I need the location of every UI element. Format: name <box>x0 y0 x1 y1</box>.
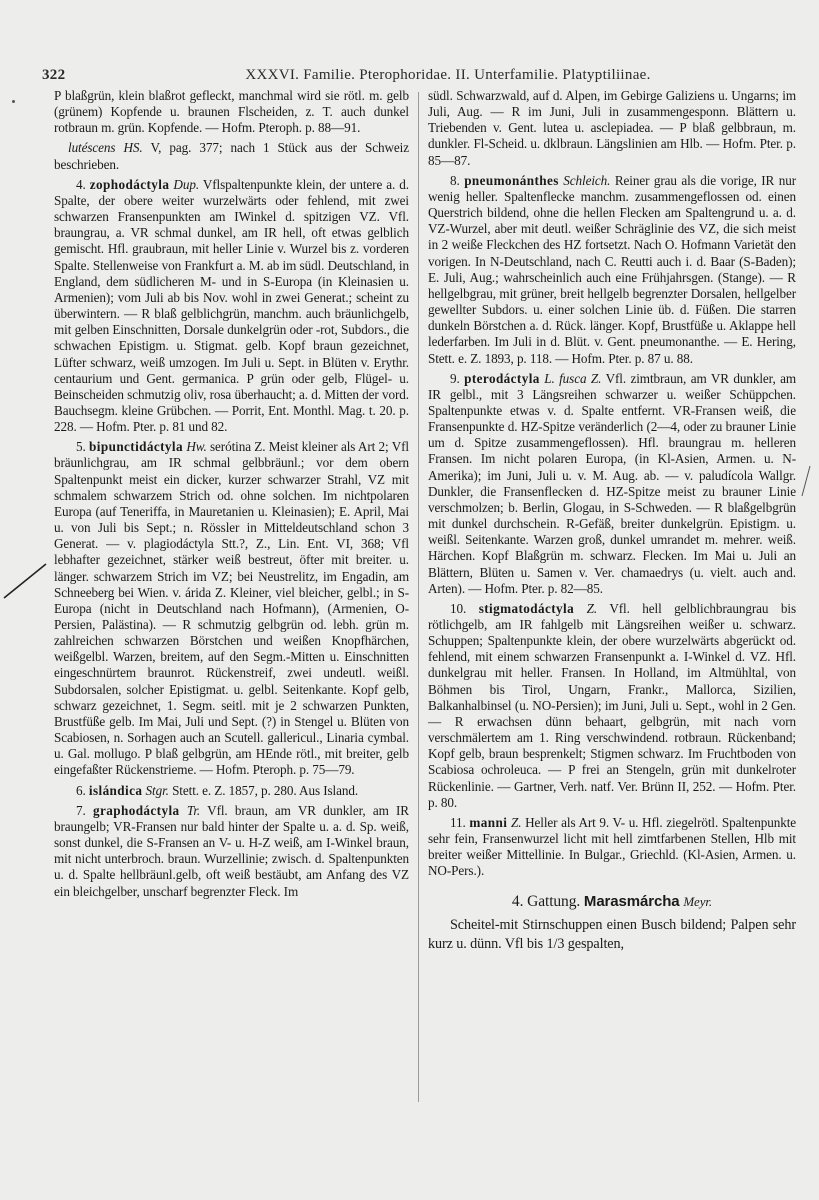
genus-name: Marasmárcha <box>583 892 680 910</box>
left-column <box>54 88 409 904</box>
species-entry: 8. pneumonánthes Schleich. Reiner grau als die vorige, IR nur wenig heller. Spaltenflecke manchm. zusammengeflossen od. einen Querstrich bildend, ohne die hellen Flecken am Spaltengrund u. a. d. VZ-Wurzel, aber mit deutl. weißer Schräglinie des VZ, die sich meist in 2 weiße Fleckchen des HZ fortsetzt. Nach O. Hofmann Varietät den vorigen. In N-Deutschland, nach C. Reutti auch i. d. Baar (S-Baden); E. Juli, Aug.; wahrscheinlich auch eine Frühjahrsgen. (Stange). — R hellgelbgrau, mit grüner, breit hellgelb begrenzter Dorsalen, hellgelber gewellter Subdors. u. einer solchen Linie üb. d. Füßen. Die starren dunkeln Börstchen a. d. Rück. länger. Kopf, Brustfüße u. Aklappe hell lederfarben. Im Juli in d. Blüt. v. Gent. pneumonanthe. — E. Hering, Stett. e. Z. 1893, p. 118. — Hofm. Pter. p. 87 u. 88. <box>428 172 796 366</box>
genus-heading: 4. Gattung. Marasmárcha Meyr. <box>511 892 713 910</box>
pencil-tick <box>800 460 819 500</box>
species-entry: 7. graphodáctyla Tr. Vfl. braun, am VR dunkler, am IR braungelb; VR-Fransen nur bald hinter der Spalte u. a. d. Sp. weiß, sonst dunkel, die S-Fransen an V- u. H-Z weiß, am I-Winkel braun, mit nicht unterbroch. braun. Wurzellinie; zwisch. d. Spaltenpunkten u. d. Spalte hellbräunl.gelb, oft weiß bestäubt, am Anfang des VZ ein bleichgelber, unscharf begrenzter Fleck. Im <box>54 802 409 899</box>
paragraph: südl. Schwarzwald, auf d. Alpen, im Gebirge Galiziens u. Ungarns; im Juli, Aug. — R im Juni, Juli in zusammengesponn. Blättern u. Triebenden v. Gent. lutea u. asclepiadea. — P blaß gelbbraun, m. dunkler. Fl-Scheid. u. dklbraun. Längslinien am Hlb. — Hofm. Pter. p. 85—87. <box>428 88 796 168</box>
pencil-mark <box>0 560 60 600</box>
column-rule <box>418 92 419 1102</box>
right-column <box>428 88 796 958</box>
species-entry: 9. pterodáctyla L. fusca Z. Vfl. zimtbraun, am VR dunkler, am IR gelbl., mit 3 Längsreihen schwarzer u. weißer Schüppchen. Spaltenpunkte etwas v. d. Spalte entfernt. VR-Fransen weiß, die Fransenpunkte d. HZ-Spitze veränderlich (2—4, oder zu brauner Linie um d. Spitze zusammengeflossen). Hfl. braungrau m. helleren Fransen. Im nicht polaren Europa, (in Kl-Asien, Armen. u. N-Amerika); im Juni, Juli u. v. M. Aug. ab. — v. paludícola Wallgr. Dunkler, die Fransenflecken d. HZ-Spitze meist zu brauner Linie verschmolzen; b. Berlin, Glogau, in S-Schweden. — R blaßgelbgrün mit dunkel durchschein. R-Gefäß, breiter dunkelgrün. Epistigm. u. weißl. Seitenkante. Warzen groß, dunkel umrandet m. mehrer. weiß. Härchen. Kopf Blaßgrün m. schwarz. Flecken. Im Mai u. Juli an Blättern, Blüten u. Samen v. Ver. chamaedrys (u. vielt. auch and. Arten). — Hofm. Pter. p. 82—85. <box>428 370 796 596</box>
genus-author: Meyr. <box>683 893 713 909</box>
genus-description <box>428 916 796 954</box>
running-head: XXXVI. Familie. Pterophoridae. II. Unterfamilie. Platyptiliinae. <box>245 67 651 83</box>
paragraph: Scheitel-mit Stirnschuppen einen Busch bildend; Palpen sehr kurz u. dünn. Vfl bis 1/3 gespalten, <box>428 916 796 952</box>
paragraph: P blaßgrün, klein blaßrot gefleckt, manchmal wird sie rötl. m. gelb (grünem) Kopfende u. braunen Flscheiden, z. T. auch dunkel rotbraun m. grün. Kopfende. — Hofm. Pteroph. p. 88—91. <box>54 88 409 136</box>
species-entry: 6. islándica Stgr. Stett. e. Z. 1857, p. 280. Aus Island. <box>76 782 359 798</box>
ink-speck <box>12 100 15 103</box>
species-entry: 11. manni Z. Heller als Art 9. V- u. Hfl. ziegelrötl. Spaltenpunkte sehr fein, Fransenwurzel licht mit hell zimtfarbenen Stellen, Hlb mit breiter weißer Mittellinie. In Bulgar., Griechld. (Kl-Asien, Armen. u. NO-Pers.). <box>428 814 797 879</box>
page-number: 322 <box>42 67 66 83</box>
paragraph: lutéscens HS. V, pag. 377; nach 1 Stück aus der Schweiz beschrieben. <box>54 140 409 172</box>
species-entry: 4. zophodáctyla Dup. Vflspaltenpunkte klein, der untere a. d. Spalte, der obere weiter wurzelwärts oder fehlend, mit zwei schwarzen Fransenpunkten am IWinkel d. spitzigen VZ. Vfl. braungrau, a. VR schmal dunkel, am IR hell, oft etwas gelblich gemischt. Hfl. graubraun, mit heller Linie v. Wurzel bis z. vorderen Spalte. Stellenweise von Frankfurt a. M. ab im südl. Deutschland, in England, dem südlicheren M- und in S-Europa (in Kleinasien u. Armenien); vom Juli ab bis Nov. wohl in zwei Generat.; scheint zu überwintern. — R blaß gelblichgrün, manchm. auch bräunlichgelb, mit gelben Einschnitten, Dorsale dunkelgrün oder -rot, Subdors., die schwachen Epistigm. u. Stigmat. gelb. Kopf braun gezeichnet, Lüfter schwarz, weiß umzogen. Im Juli u. Sept. in Blüten v. Erythr. centaurium und Gent. germanica. P grün oder gelb, Flügel- u. Beinscheiden schmutzig oliv, rosa überhaucht; a. d. Mitten der vord. Bauchsegm. kleine Grübchen. — Porrit, Ent. Monthl. Mag. t. 20. p. 228. — Hofm. Pter. p. 81 und 82. <box>54 176 409 435</box>
species-entry: 10. stigmatodáctyla Z. Vfl. hell gelblichbraungrau bis rötlichgelb, am IR fahlgelb mit Längsreihen weißer u. schwarz. Schuppen; Spaltenpunkte klein, der obere wurzelwärts abgerückt od. fehlend, mit einem schwarzen Fransenpunkt a. I-Winkel d. VZ. Hfl. dunkelgrau mit heller. Fransen. In Holland, im Altmühltal, von Böhmen bis Tirol, Ungarn, Frankr., Mallorca, Sizilien, Balkanhalbinsel (u. NO-Persien); im Juni, Juli u. Sept., wohl in 2 Gen. — R erwachsen dünn behaart, gelbgrün, mit nach vorn verschmälertem am 1. Ring verschwindend. rotbraun. Rückenband; Kopf gelb, braun besprenkelt; Stigmen schwarz. Im Fruchtboden von Scabiosa ochroleuca. — P frei an Stengeln, grün mit dunkelroter Rückenlinie. — Gartner, Verh. natf. Ver. Brünn II, 252. — Hofm. Pter. p. 80. <box>428 600 797 810</box>
running-header <box>42 56 794 84</box>
species-entry: 5. bipunctidáctyla Hw. serótina Z. Meist kleiner als Art 2; Vfl bräunlichgrau, am IR schmal gelbbräunl.; vor dem obern Spaltenpunkt meist ein dicker, kurzer schwarzer Strahl, VZ mit schmalem schwarzem Strich od. ohne solchen. Im nichtpolaren Europa (auf Teneriffa, in Mauretanien u. Kleinasien); E. April, Mai u. von Juli bis Sept.; n. Rössler in Mitteldeutschland schon 3 Generat. — v. plagiodáctyla Stt.?, Z., Lin. Ent. VI, 368; Vfl lebhafter gezeichnet, stärker weiß bestreut, öfter mit breiter. u. länger. schwarzem Strich im VZ; bei Neustrelitz, im Engadin, am Schneeberg bei Wien. v. árida Z. Kleiner, viel bleicher, gelbl.; in S-Europa (nicht in Deutschland nach Hofmann), (Armenien, O-Persien, Palästina). — R schmutzig gelbgrün od. lebh. grün m. zahlreichen schwarzen Börstchen und weißen Knopfhärchen, weißgelbl. Warzen, breitem, auf den Segm.-Mitten u. Einschnitten eingeschnürtem braunrot. Rückenstreif, zwei undeutl. weißl. Subdorsalen, solcher Epistigmat. u. gelbl. Seitenkante. Kopf gelb, schwarz gezeichnet, 1. Segm. seitl. mit je 2 schwarzen Punkten, Brustfüße gelb. Im Mai, Juli und Sept. (?) in Stengel u. Blüten von Scabiosen, n. Sorhagen auch an Scutell. gallericul., Linaria cymbal. u. Gal. mollugo. P blaß gelbgrün, am HEnde rötl., mit breiter, gelb eingefaßter Rückenstrieme. — Hofm. Pteroph. p. 75—79. <box>54 439 409 778</box>
